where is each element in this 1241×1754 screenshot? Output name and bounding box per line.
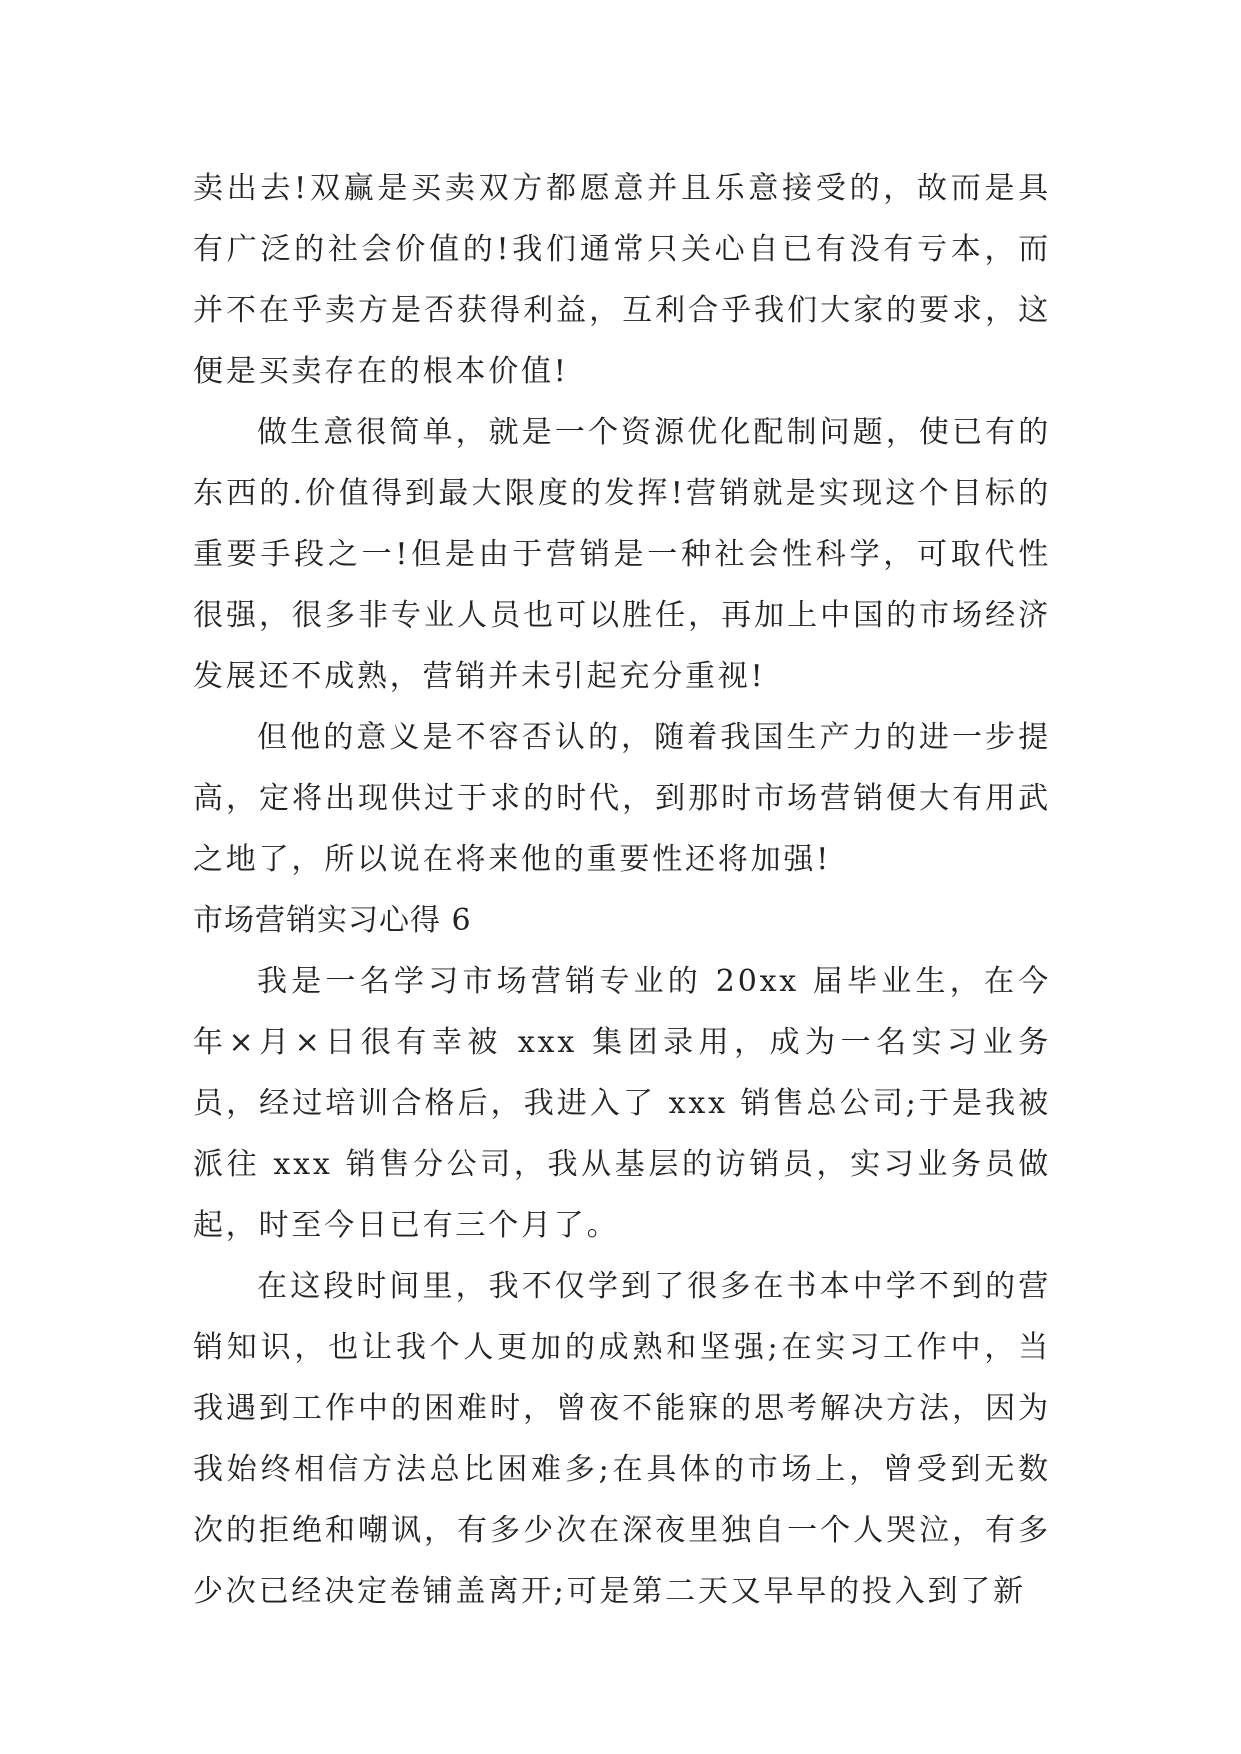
paragraph-2: 做生意很简单，就是一个资源优化配制问题，使已有的东西的.价值得到最大限度的发挥!营销就是实现这个目标的重要手段之一!但是由于营销是一种社会性科学，可取代性很强，很多非专业人员也可以胜任，再加上中国的市场经济发展还不成熟，营销并未引起充分重视! — [193, 415, 1051, 694]
paragraph-3: 但他的意义是不容否认的，随着我国生产力的进一步提高，定将出现供过于求的时代，到那时市场营销便大有用武之地了，所以说在将来他的重要性还将加强! — [193, 720, 1051, 877]
paragraph-5: 在这段时间里，我不仅学到了很多在书本中学不到的营销知识，也让我个人更加的成熟和坚强;在实习工作中，当我遇到工作中的困难时，曾夜不能寐的思考解决方法，因为我始终相信方法总比困难多;在具体的市场上，曾受到无数次的拒绝和嘲讽，有多少次在深夜里独自一个人哭泣，有多少次已经决定卷铺盖离开;可是第二天又早早的投入到了新 — [193, 1269, 1051, 1609]
paragraph-4: 我是一名学习市场营销专业的 20xx 届毕业生，在今年×月×日很有幸被 xxx 集团录用，成为一名实习业务员，经过培训合格后，我进入了 xxx 销售总公司;于是我被派往 xxx 销售分公司，我从基层的访销员，实习业务员做起，时至今日已有三个月了。 — [193, 964, 1051, 1243]
document-body — [193, 158, 1051, 1622]
paragraph-1: 卖出去!双赢是买卖双方都愿意并且乐意接受的，故而是具有广泛的社会价值的!我们通常只关心自已有没有亏本，而并不在乎卖方是否获得利益，互利合乎我们大家的要求，这便是买卖存在的根本价值! — [193, 171, 1051, 389]
section-heading: 市场营销实习心得 6 — [193, 903, 472, 938]
